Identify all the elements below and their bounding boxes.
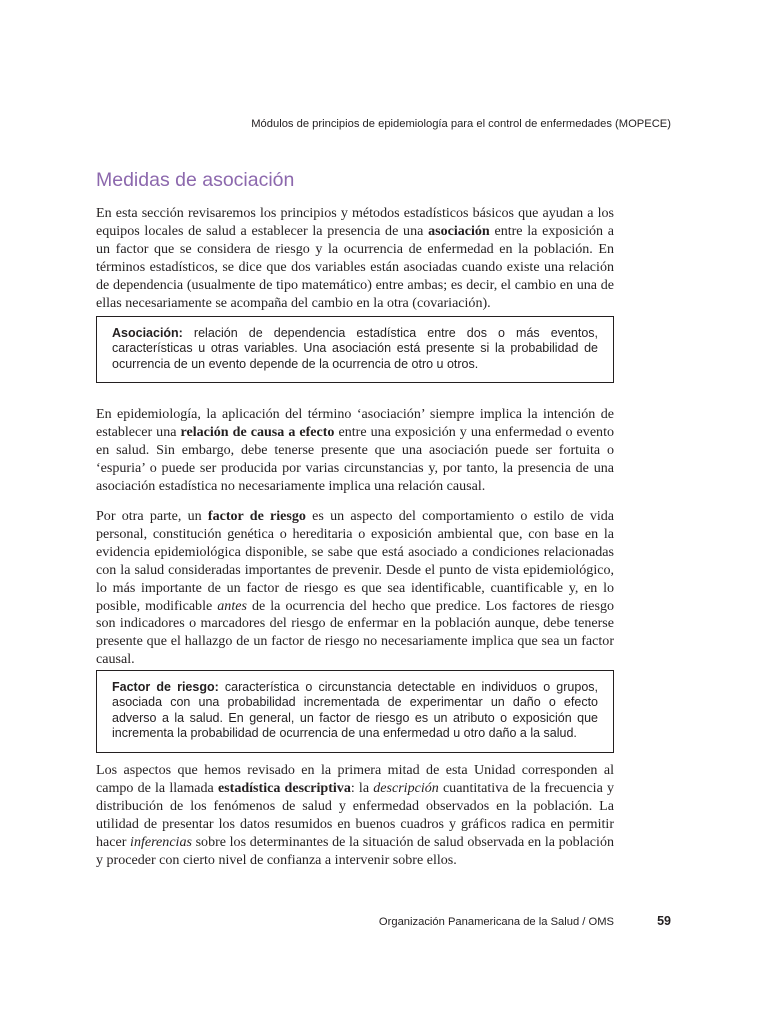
definition-term: Factor de riesgo: <box>112 680 219 694</box>
italic-term: inferencias <box>130 833 192 850</box>
paragraph-causa-efecto <box>96 406 614 496</box>
italic-term: antes <box>217 597 247 614</box>
bold-term: estadística descriptiva <box>217 779 351 796</box>
text-segment: cuantitativa de la frecuencia y distribución de los fenómenos de salud y enfermedad observados en la población. La utilidad de presentar los datos resumidos en buenos cuadros y gráficos radica en permitir hacer <box>96 779 615 850</box>
paragraph-factor-riesgo <box>96 508 614 669</box>
text-segment: En epidemiología, la aplicación del término ‘asociación’ siempre implica la intención de establecer una <box>96 406 614 440</box>
running-header: Módulos de principios de epidemiología para el control de enfermedades (MOPECE) <box>251 118 671 130</box>
text-segment: Por otra parte, un <box>96 508 208 524</box>
text-segment: de la ocurrencia del hecho que predice. Los factores de riesgo son indicadores o marcadores del riesgo de enfermar en la población aunque, debe tenerse presente que el hallazgo de un factor de riesgo no necesariamente implica que sea un factor causal. <box>96 597 614 668</box>
definition-text: relación de dependencia estadística entre dos o más eventos, características u otras variables. Una asociación está presente si la probabilidad de ocurrencia de un evento depende de la ocurrencia de otro u otros. <box>112 326 598 371</box>
text-segment: entre la exposición a un factor que se considera de riesgo y la ocurrencia de enfermedad en la población. En términos estadísticos, se dice que dos variables están asociadas cuando existe una relación de dependencia (usualmente de tipo matemático) entre ambas; es decir, el cambio en una de ellas necesariamente se acompaña del cambio en la otra (covariación). <box>96 222 614 311</box>
text-segment: es un aspecto del comportamiento o estilo de vida personal, constitución genética o hereditaria o exposición ambiental que, con base en la evidencia epidemiológica disponible, se sabe que está asociado a condiciones relacionadas con la salud consideradas importantes de prevenir. Desde el punto de vista epidemiológico, lo más importante de un factor de riesgo es que sea identificable, cuantificable y, en lo posible, modificable <box>96 508 615 614</box>
bold-term: asociación <box>428 222 490 239</box>
bold-term: factor de riesgo <box>207 508 306 524</box>
section-title: Medidas de asociación <box>96 169 295 191</box>
paragraph-estadistica-descriptiva <box>96 762 614 869</box>
paragraph-intro <box>96 205 614 312</box>
text-segment: Los aspectos que hemos revisado en la primera mitad de esta Unidad corresponden al campo de la llamada <box>96 762 614 796</box>
footer-organization: Organización Panamericana de la Salud / OMS <box>378 916 614 928</box>
italic-term: descripción <box>373 779 439 796</box>
text-segment: : la <box>350 779 374 796</box>
text-segment: entre una exposición y una enfermedad o evento en salud. Sin embargo, debe tenerse presente que una asociación puede ser fortuita o ‘espuria’ o puede ser producida por varias circunstancias y, por tanto, la presencia de una asociación estadística no necesariamente implica una relación causal. <box>96 423 614 494</box>
definition-term: Asociación: <box>112 326 183 340</box>
text-segment: En esta sección revisaremos los principios y métodos estadísticos básicos que ayudan a los equipos locales de salud a establecer la presencia de una <box>96 205 614 239</box>
text-segment: sobre los determinantes de la situación de salud observada en la población y proceder con cierto nivel de confianza a intervenir sobre ellos. <box>96 833 614 868</box>
page-number: 59 <box>657 914 671 928</box>
definition-text: característica o circunstancia detectable en individuos o grupos, asociada con una probabilidad incrementada de experimentar un daño o efecto adverso a la salud. En general, un factor de riesgo es un atributo o exposición que incrementa la probabilidad de ocurrencia de una enfermedad u otro daño a la salud. <box>112 680 598 741</box>
definition-box-factor-riesgo <box>96 670 614 753</box>
bold-term: relación de causa a efecto <box>180 423 335 440</box>
definition-box-asociacion <box>96 316 614 383</box>
